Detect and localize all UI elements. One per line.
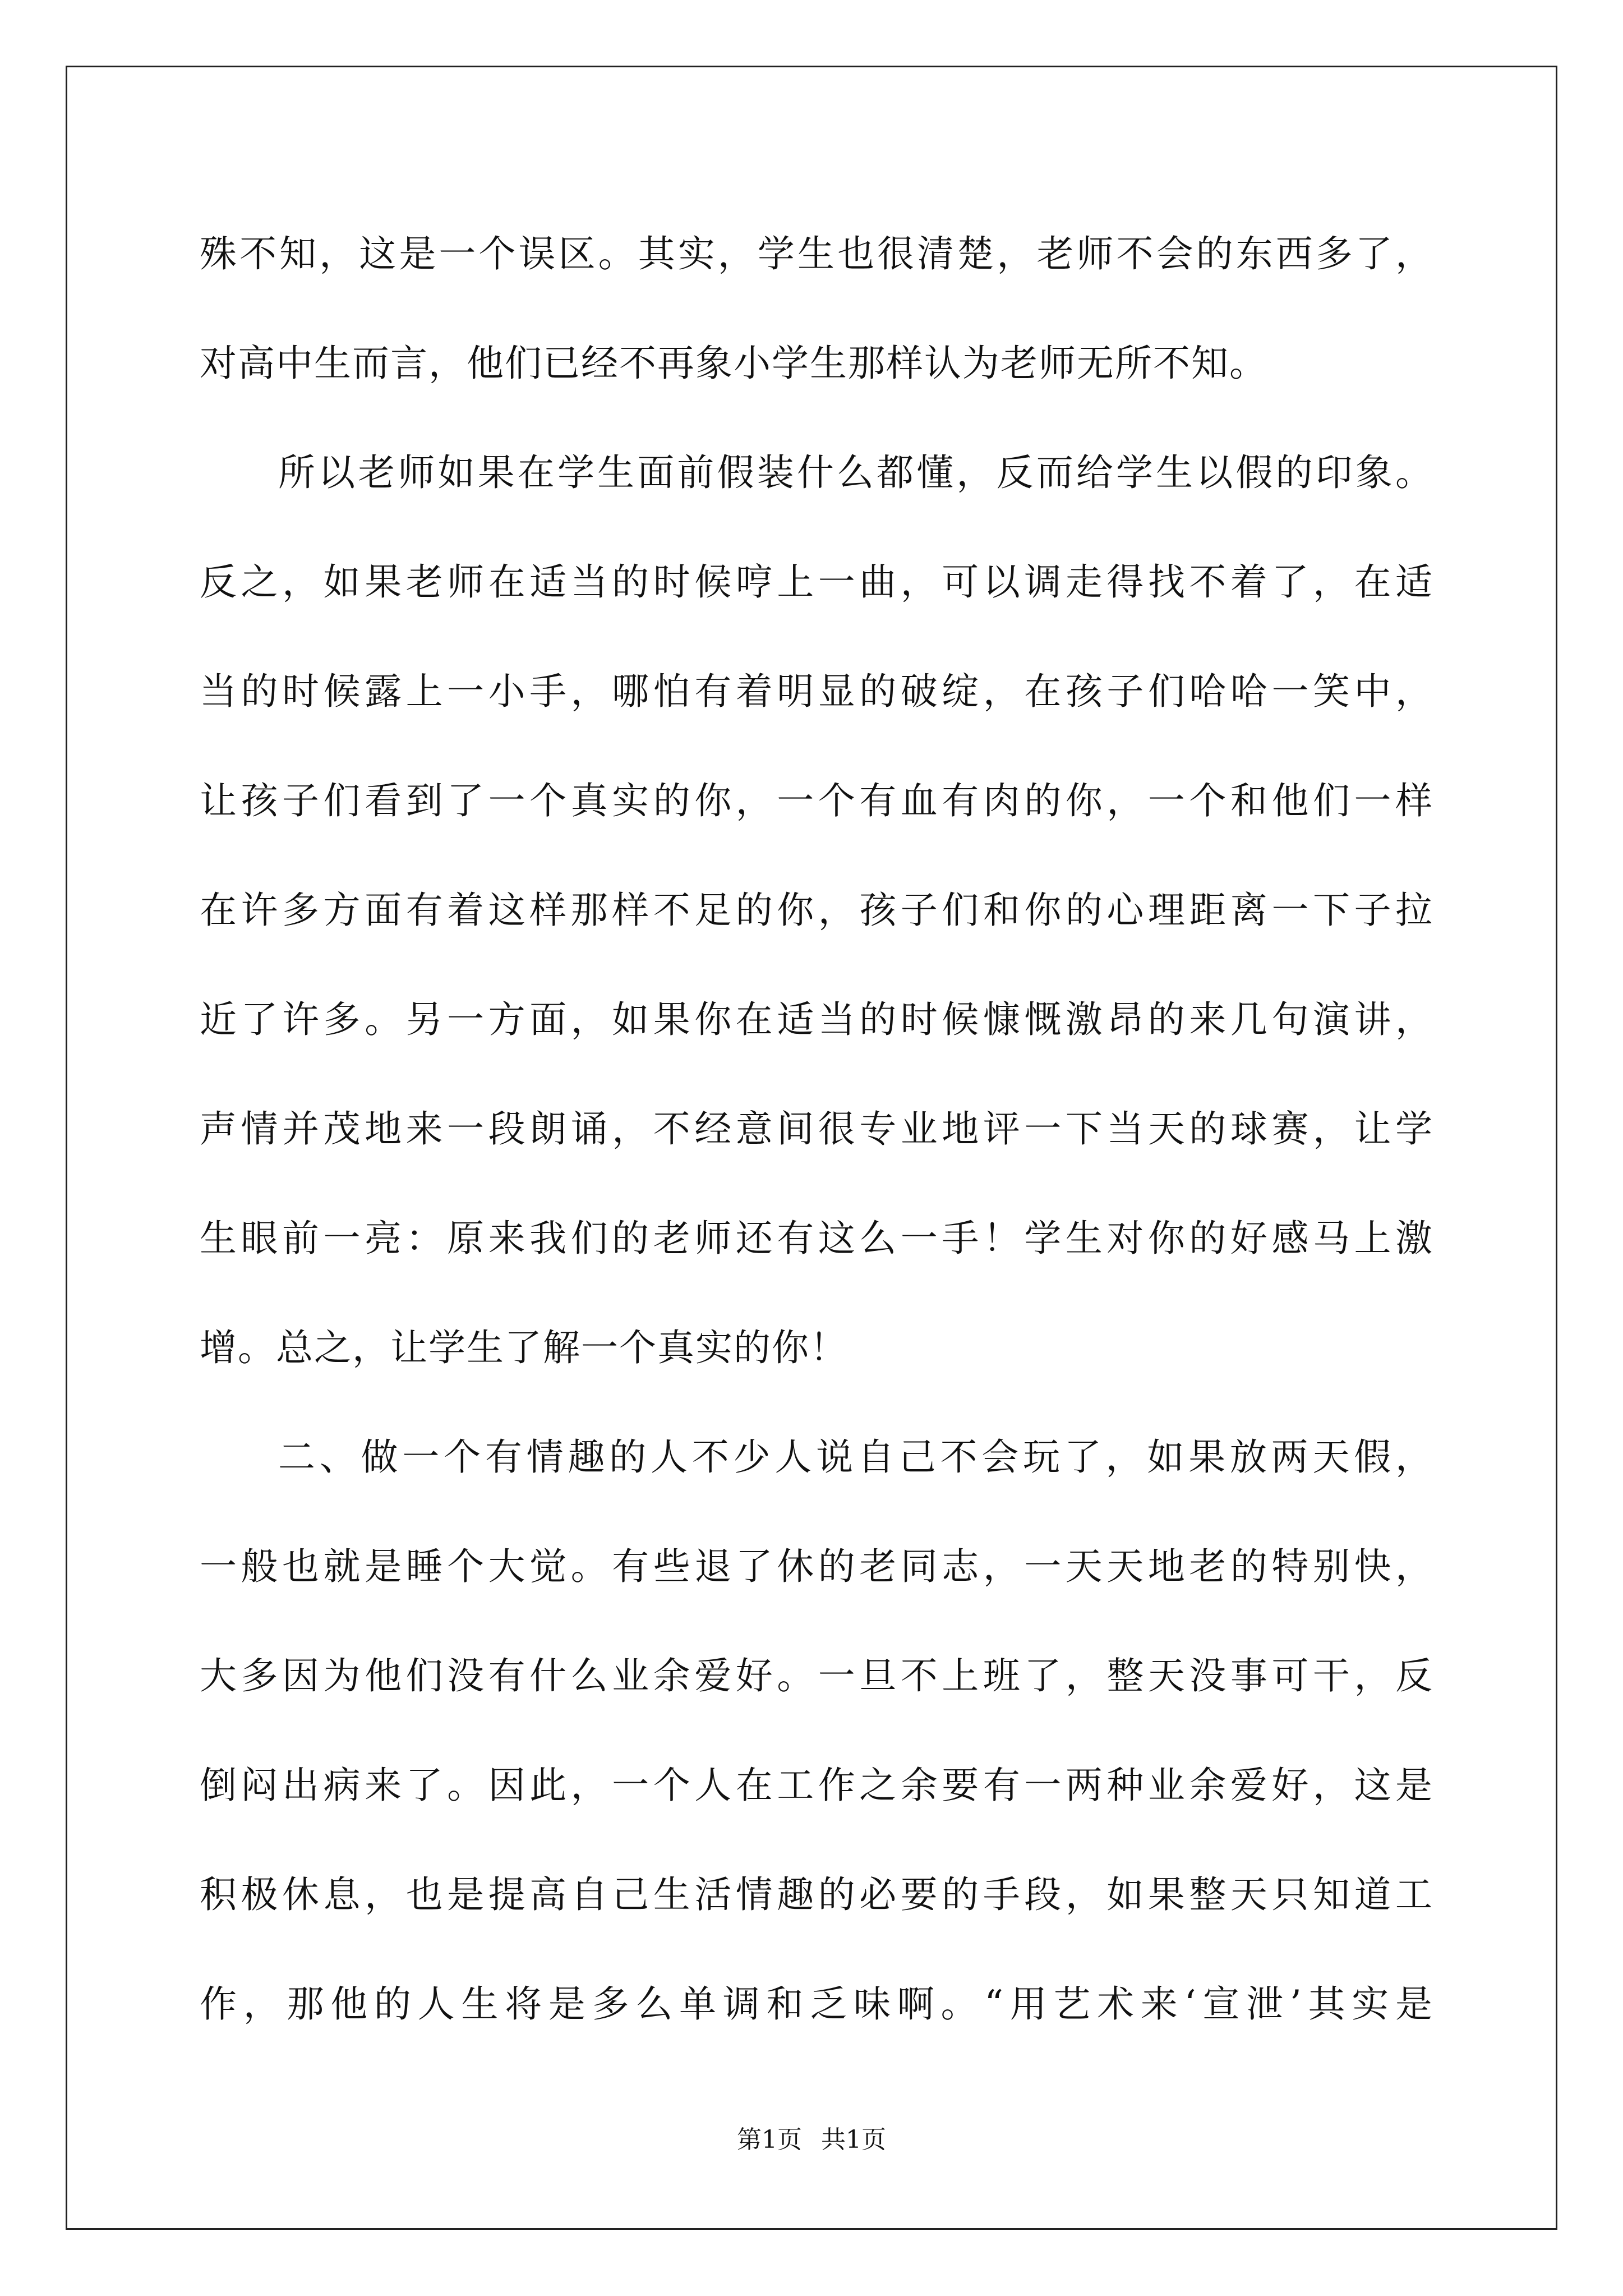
text-line: 作，那他的人生将是多么单调和乏味啊。“用艺术来‘宣泄’其实是 [200, 1982, 1433, 2026]
text-line: 声情并茂地来一段朗诵，不经意间很专业地评一下当天的球赛，让学 [200, 1107, 1433, 1151]
text-line: 在许多方面有着这样那样不足的你，孩子们和你的心理距离一下子拉 [200, 889, 1433, 932]
text-line: 增。总之，让学生了解一个真实的你！ [200, 1326, 848, 1369]
text-line: 积极休息，也是提高自己生活情趣的必要的手段，如果整天只知道工 [200, 1873, 1433, 1916]
page-number-total: 共1页 [821, 2125, 886, 2154]
text-line: 反之，如果老师在适当的时候哼上一曲，可以调走得找不着了，在适 [200, 560, 1433, 604]
text-line: 一般也就是睡个大觉。有些退了休的老同志，一天天地老的特别快， [200, 1545, 1433, 1588]
text-line: 大多因为他们没有什么业余爱好。一旦不上班了，整天没事可干，反 [200, 1654, 1433, 1697]
paragraph-start-line: 所以老师如果在学生面前假装什么都懂，反而给学生以假的印象。 [278, 451, 1433, 494]
paragraph-start-line: 二、做一个有情趣的人不少人说自己不会玩了，如果放两天假， [278, 1435, 1433, 1479]
page-footer [0, 2123, 1623, 2157]
text-line: 生眼前一亮：原来我们的老师还有这么一手！学生对你的好感马上激 [200, 1217, 1433, 1260]
text-line: 殊不知，这是一个误区。其实，学生也很清楚，老师不会的东西多了， [200, 232, 1433, 275]
text-line: 倒闷出病来了。因此，一个人在工作之余要有一两种业余爱好，这是 [200, 1764, 1433, 1807]
text-line: 当的时候露上一小手，哪怕有着明显的破绽，在孩子们哈哈一笑中， [200, 670, 1433, 713]
page-number-current: 第1页 [737, 2125, 802, 2154]
text-line: 近了许多。另一方面，如果你在适当的时候慷慨激昂的来几句演讲， [200, 998, 1433, 1041]
text-line: 让孩子们看到了一个真实的你，一个有血有肉的你，一个和他们一样 [200, 779, 1433, 822]
text-line: 对高中生而言，他们已经不再象小学生那样认为老师无所不知。 [200, 342, 1267, 385]
